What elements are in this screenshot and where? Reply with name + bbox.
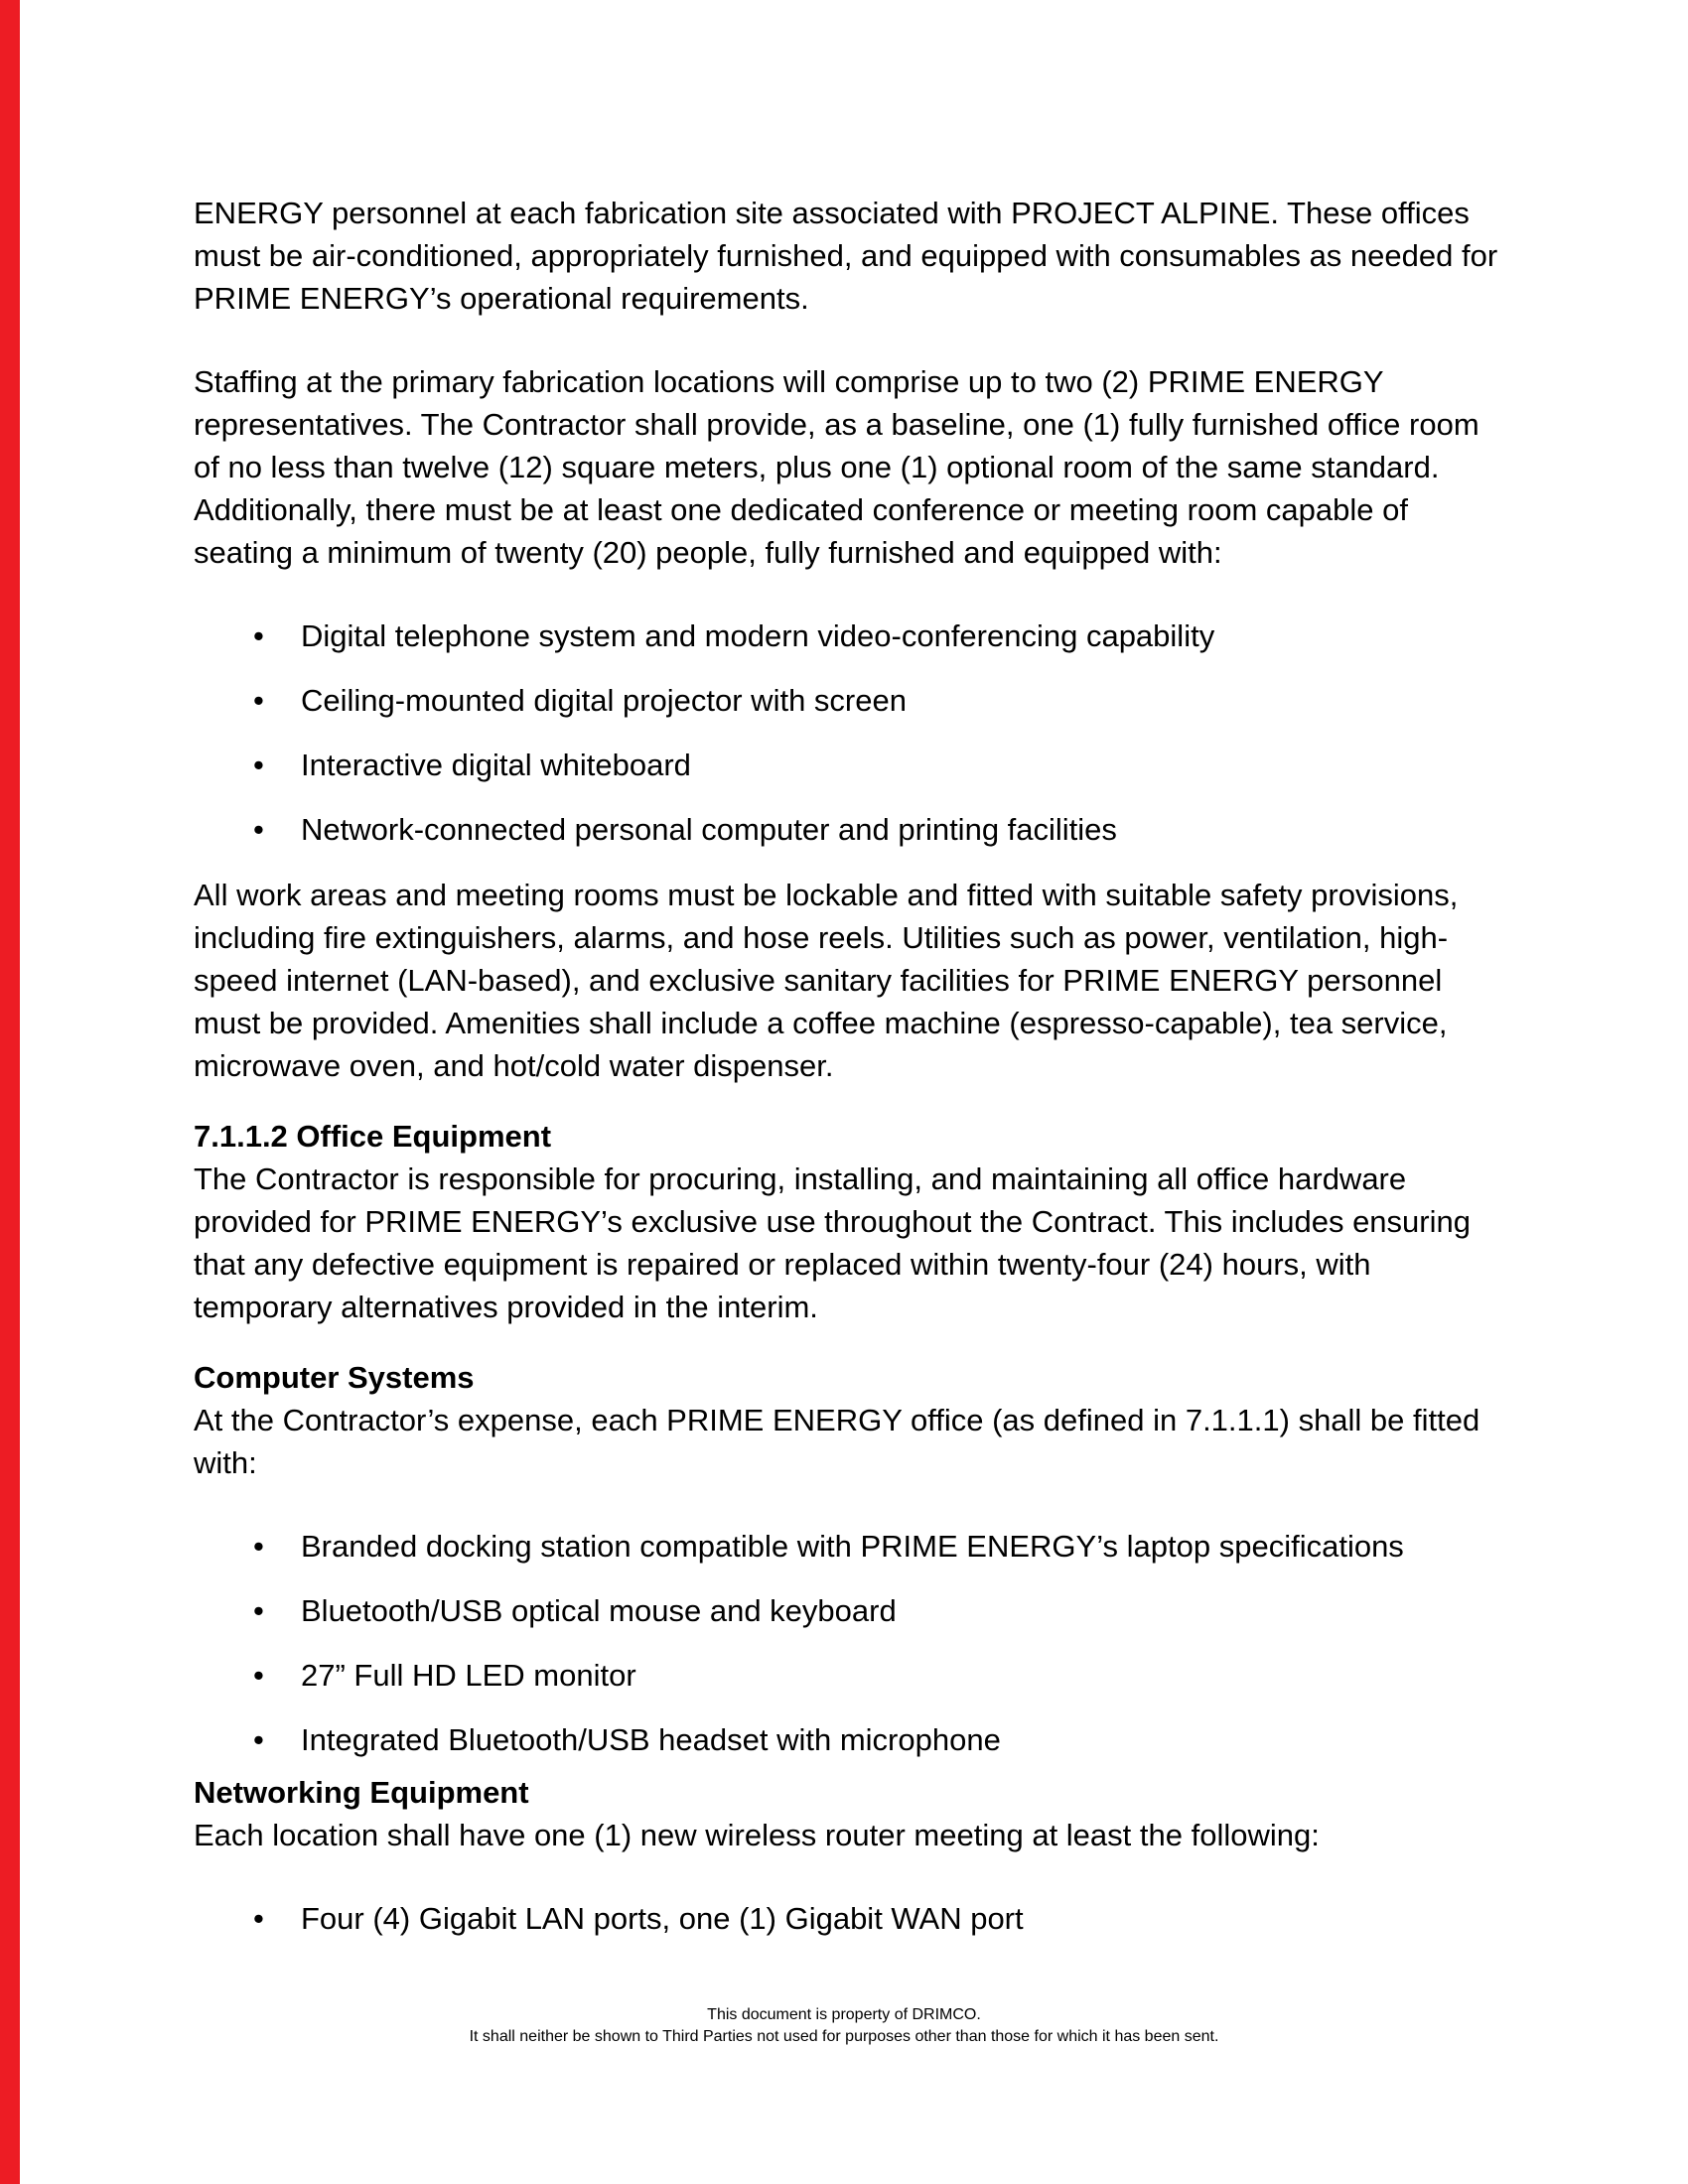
list-item	[194, 679, 1506, 722]
document-footer	[0, 2004, 1688, 2048]
paragraph-computer-systems: At the Contractor’s expense, each PRIME ENERGY office (as defined in 7.1.1.1) shall be fitted with:	[194, 1403, 1480, 1480]
list-item	[194, 1897, 1506, 1940]
paragraph-office-equipment: The Contractor is responsible for procuring, installing, and maintaining all office hardware provided for PRIME ENERGY’s exclusive use throughout the Contract. This includes ensuring that any defective equipment is repaired or replaced within twenty-four (24) hours, with temporary alternatives provided in the interim.	[194, 1161, 1471, 1324]
bullet-icon: •	[253, 1529, 264, 1564]
footer-line-2: It shall neither be shown to Third Parties not used for purposes other than those for which it has been sent.	[469, 2028, 1219, 2045]
list-item-text: 27” Full HD LED monitor	[301, 1658, 636, 1693]
list-item-text: Interactive digital whiteboard	[301, 748, 691, 782]
list-item	[194, 614, 1506, 657]
list-item-text: Network-connected personal computer and printing facilities	[301, 812, 1117, 847]
footer-line-1: This document is property of DRIMCO.	[707, 2006, 981, 2023]
bullet-icon: •	[253, 618, 264, 653]
meeting-room-bullet-list	[194, 614, 1506, 851]
list-item	[194, 1589, 1506, 1632]
bullet-icon: •	[253, 1593, 264, 1628]
list-item	[194, 744, 1506, 786]
bullet-icon: •	[253, 683, 264, 718]
paragraph-staffing: Staffing at the primary fabrication locations will comprise up to two (2) PRIME ENERGY representatives. The Contractor shall provide, as a baseline, one (1) fully furnished office room of no less than twelve (12) square meters, plus one (1) optional room of the same standard. Additionally, there must be at least one dedicated conference or meeting room capable of seating a minimum of twenty (20) people, fully furnished and equipped with:	[194, 364, 1479, 570]
bullet-icon: •	[253, 1901, 264, 1936]
bullet-icon: •	[253, 1722, 264, 1757]
list-item	[194, 1718, 1506, 1761]
list-item	[194, 1525, 1506, 1568]
computer-bullet-list	[194, 1525, 1506, 1761]
red-edge-strip	[0, 0, 20, 2184]
paragraph-work-areas: All work areas and meeting rooms must be lockable and fitted with suitable safety provisions, including fire extinguishers, alarms, and hose reels. Utilities such as power, ventilation, high-speed internet (LAN-based), and exclusive sanitary facilities for PRIME ENERGY personnel must be provided. Amenities shall include a coffee machine (espresso-capable), tea service, microwave oven, and hot/cold water dispenser.	[194, 878, 1459, 1083]
list-item-text: Branded docking station compatible with PRIME ENERGY’s laptop specifications	[301, 1529, 1404, 1564]
list-item-text: Bluetooth/USB optical mouse and keyboard	[301, 1593, 897, 1628]
paragraph-networking: Each location shall have one (1) new wireless router meeting at least the following:	[194, 1818, 1320, 1852]
bullet-icon: •	[253, 1658, 264, 1693]
heading-computer-systems: Computer Systems	[194, 1360, 475, 1395]
paragraph-intro: ENERGY personnel at each fabrication site associated with PROJECT ALPINE. These offices must be air-conditioned, appropriately furnished, and equipped with consumables as needed for PRIME ENERGY’s operational requirements.	[194, 196, 1498, 316]
bullet-icon: •	[253, 748, 264, 782]
heading-office-equipment: 7.1.1.2 Office Equipment	[194, 1119, 552, 1154]
list-item-text: Digital telephone system and modern video-conferencing capability	[301, 618, 1215, 653]
bullet-icon: •	[253, 812, 264, 847]
list-item	[194, 808, 1506, 851]
networking-bullet-list	[194, 1897, 1506, 1940]
list-item-text: Four (4) Gigabit LAN ports, one (1) Gigabit WAN port	[301, 1901, 1024, 1936]
heading-networking-equipment: Networking Equipment	[194, 1775, 529, 1810]
list-item-text: Integrated Bluetooth/USB headset with microphone	[301, 1722, 1001, 1757]
document-page	[194, 192, 1506, 1963]
list-item	[194, 1654, 1506, 1697]
list-item-text: Ceiling-mounted digital projector with screen	[301, 683, 907, 718]
